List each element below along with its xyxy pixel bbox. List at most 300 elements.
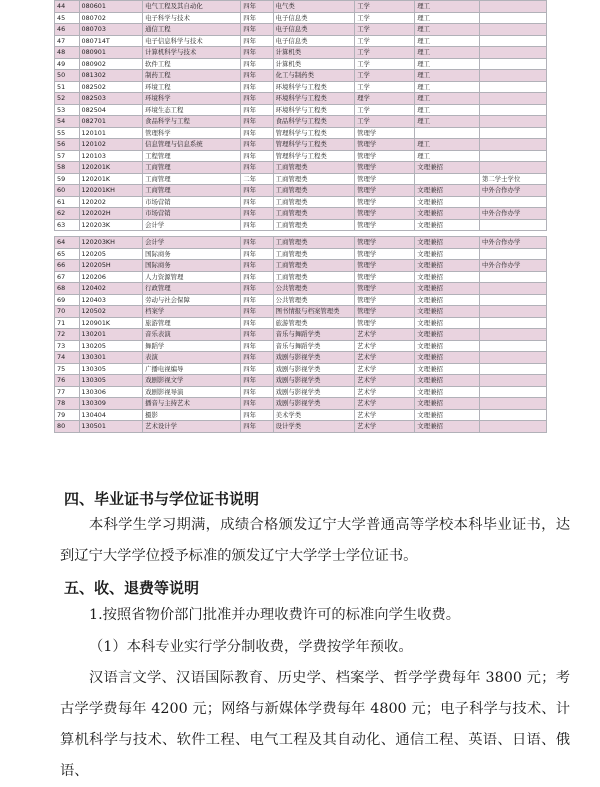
subject-type: 文理兼招 [415,237,480,249]
remark [480,352,547,364]
duration: 四年 [241,127,273,139]
row-number: 44 [55,1,80,13]
degree-category: 工学 [355,70,415,82]
duration: 四年 [241,35,273,47]
degree-category: 艺术学 [355,363,415,375]
remark: 第二学士学位 [480,173,547,185]
degree-category: 工学 [355,81,415,93]
row-number: 78 [55,398,80,410]
table-row [55,47,547,59]
degree-category: 工学 [355,104,415,116]
remark [480,116,547,128]
subject-type: 理工 [415,93,480,105]
subject-type [415,127,480,139]
row-number: 63 [55,219,80,231]
major-class: 工商管理类 [273,185,354,197]
subject-type: 理工 [415,47,480,59]
duration: 四年 [241,162,273,174]
subject-type: 理工 [415,1,480,13]
degree-category: 艺术学 [355,409,415,421]
table-row [55,127,547,139]
remark [480,93,547,105]
major-code: 120202H [79,208,143,220]
major-class: 工商管理类 [273,208,354,220]
duration: 四年 [241,306,273,318]
major-name: 音乐表演 [143,329,241,341]
table-row [55,162,547,174]
duration: 四年 [241,398,273,410]
remark [480,24,547,36]
major-class: 戏剧与影视学类 [273,398,354,410]
degree-category: 管理学 [355,260,415,272]
major-code: 081302 [79,70,143,82]
degree-category: 工学 [355,12,415,24]
major-class: 工商管理类 [273,219,354,231]
major-code: 080901 [79,47,143,59]
section-4-heading: 四、毕业证书与学位证书说明 [64,490,260,508]
row-number: 76 [55,375,80,387]
table-row [55,409,547,421]
degree-category: 管理学 [355,317,415,329]
table-row [55,81,547,93]
table-row [55,150,547,162]
remark [480,386,547,398]
major-class: 环境科学与工程类 [273,104,354,116]
major-class: 工商管理类 [273,248,354,260]
major-code: 120202 [79,196,143,208]
major-class: 工商管理类 [273,271,354,283]
major-name: 电子科学与技术 [143,12,241,24]
subject-type: 文理兼招 [415,162,480,174]
major-code: 120103 [79,150,143,162]
subject-type: 文理兼招 [415,219,480,231]
table-row [55,260,547,272]
table-row [55,306,547,318]
table-row [55,35,547,47]
table-row [55,12,547,24]
subject-type: 理工 [415,58,480,70]
major-code: 080714T [79,35,143,47]
major-name: 人力资源管理 [143,271,241,283]
major-code: 130201 [79,329,143,341]
row-number: 80 [55,421,80,433]
duration: 四年 [241,70,273,82]
table-row [55,329,547,341]
major-name: 艺术设计学 [143,421,241,433]
duration: 四年 [241,104,273,116]
remark [480,127,547,139]
major-name: 信息管理与信息系统 [143,139,241,151]
row-number: 62 [55,208,80,220]
major-code: 120502 [79,306,143,318]
degree-category: 管理学 [355,196,415,208]
subject-type: 理工 [415,12,480,24]
table-row [55,294,547,306]
major-name: 国际商务 [143,260,241,272]
degree-category: 管理学 [355,185,415,197]
major-class: 戏剧与影视学类 [273,375,354,387]
table-row [55,375,547,387]
duration: 四年 [241,317,273,329]
remark [480,162,547,174]
degree-category: 艺术学 [355,340,415,352]
remark [480,196,547,208]
subject-type: 理工 [415,81,480,93]
degree-category: 管理学 [355,248,415,260]
degree-category: 管理学 [355,237,415,249]
major-name: 市场营销 [143,196,241,208]
row-number: 47 [55,35,80,47]
duration: 四年 [241,12,273,24]
row-number: 74 [55,352,80,364]
major-name: 管理科学 [143,127,241,139]
major-name: 会计学 [143,237,241,249]
major-class: 管理科学与工程类 [273,127,354,139]
row-number: 79 [55,409,80,421]
major-code: 130205 [79,340,143,352]
duration: 四年 [241,294,273,306]
remark [480,271,547,283]
degree-category: 艺术学 [355,386,415,398]
major-name: 通信工程 [143,24,241,36]
major-class: 化工与制药类 [273,70,354,82]
table-row [55,104,547,116]
remark [480,1,547,13]
row-number: 69 [55,294,80,306]
major-class: 戏剧与影视学类 [273,363,354,375]
subject-type: 文理兼招 [415,398,480,410]
degree-category: 管理学 [355,127,415,139]
major-name: 舞蹈学 [143,340,241,352]
major-class: 工商管理类 [273,260,354,272]
major-code: 080702 [79,12,143,24]
major-name: 工商管理 [143,162,241,174]
major-class: 工商管理类 [273,237,354,249]
subject-type: 文理兼招 [415,208,480,220]
major-name: 环境工程 [143,81,241,93]
remark [480,375,547,387]
table-row [55,173,547,185]
major-code: 120402 [79,283,143,295]
table-row [55,116,547,128]
degree-category: 管理学 [355,219,415,231]
duration: 四年 [241,409,273,421]
major-name: 戏剧影视文学 [143,375,241,387]
major-code: 120403 [79,294,143,306]
degree-category: 管理学 [355,139,415,151]
subject-type: 文理兼招 [415,421,480,433]
subject-type: 文理兼招 [415,196,480,208]
duration: 四年 [241,329,273,341]
row-number: 71 [55,317,80,329]
degree-category: 管理学 [355,208,415,220]
remark [480,139,547,151]
remark: 中外合作办学 [480,260,547,272]
major-name: 旅游管理 [143,317,241,329]
degree-category: 工学 [355,116,415,128]
row-number: 48 [55,47,80,59]
duration: 四年 [241,352,273,364]
duration: 四年 [241,1,273,13]
subject-type: 文理兼招 [415,260,480,272]
subject-type: 理工 [415,70,480,82]
row-number: 66 [55,260,80,272]
duration: 二年 [241,173,273,185]
major-class: 电子信息类 [273,35,354,47]
degree-category: 艺术学 [355,375,415,387]
major-name: 食品科学与工程 [143,116,241,128]
degree-category: 管理学 [355,306,415,318]
row-number: 77 [55,386,80,398]
major-class: 工商管理类 [273,162,354,174]
degree-category: 艺术学 [355,398,415,410]
duration: 四年 [241,208,273,220]
row-number: 75 [55,363,80,375]
duration: 四年 [241,375,273,387]
major-class: 公共管理类 [273,283,354,295]
duration: 四年 [241,248,273,260]
subject-type: 理工 [415,104,480,116]
remark [480,329,547,341]
row-number: 70 [55,306,80,318]
major-code: 120101 [79,127,143,139]
subject-type: 文理兼招 [415,306,480,318]
remark [480,363,547,375]
duration: 四年 [241,340,273,352]
subject-type: 理工 [415,24,480,36]
table-row [55,219,547,231]
major-class: 戏剧与影视学类 [273,386,354,398]
degree-category: 理学 [355,93,415,105]
remark [480,409,547,421]
table-row [55,283,547,295]
subject-type: 理工 [415,35,480,47]
degree-category: 管理学 [355,150,415,162]
row-number: 67 [55,271,80,283]
major-class: 电气类 [273,1,354,13]
major-code: 080902 [79,58,143,70]
major-class: 戏剧与影视学类 [273,352,354,364]
row-number: 57 [55,150,80,162]
remark [480,294,547,306]
row-number: 50 [55,70,80,82]
remark: 中外合作办学 [480,185,547,197]
subject-type: 文理兼招 [415,271,480,283]
major-code: 080703 [79,24,143,36]
duration: 四年 [241,386,273,398]
duration: 四年 [241,150,273,162]
remark [480,340,547,352]
duration: 四年 [241,93,273,105]
major-code: 120205H [79,260,143,272]
major-class: 旅游管理类 [273,317,354,329]
major-class: 公共管理类 [273,294,354,306]
fee-paragraph: 汉语言文学、汉语国际教育、历史学、档案学、哲学学费每年 3800 元；考古学学费每年 4200 元；网络与新媒体学费每年 4800 元；电子科学与技术、计算机科学与技术、软件工程、电气工程及其自动化、通信工程、英语、日语、俄语、 [60,670,570,779]
major-class: 食品科学与工程类 [273,116,354,128]
remark [480,12,547,24]
duration: 四年 [241,185,273,197]
table-row [55,196,547,208]
major-code: 120201KH [79,185,143,197]
remark [480,81,547,93]
degree-category: 艺术学 [355,352,415,364]
subject-type: 文理兼招 [415,386,480,398]
row-number: 46 [55,24,80,36]
degree-category: 管理学 [355,283,415,295]
major-name: 工商管理 [143,185,241,197]
major-name: 劳动与社会保障 [143,294,241,306]
remark [480,104,547,116]
major-class: 设计学类 [273,421,354,433]
row-number: 68 [55,283,80,295]
major-class: 电子信息类 [273,12,354,24]
table-row [55,271,547,283]
major-name: 软件工程 [143,58,241,70]
fee-item-2: （1）本科专业实行学分制收费，学费按学年预收。 [89,639,413,655]
table-row [55,248,547,260]
degree-category: 工学 [355,58,415,70]
remark [480,248,547,260]
duration: 四年 [241,260,273,272]
subject-type: 文理兼招 [415,283,480,295]
degree-category: 工学 [355,1,415,13]
remark [480,398,547,410]
table-row [55,398,547,410]
major-code: 120203K [79,219,143,231]
row-number: 60 [55,185,80,197]
row-number: 56 [55,139,80,151]
row-number: 64 [55,237,80,249]
subject-type: 文理兼招 [415,363,480,375]
row-number: 51 [55,81,80,93]
major-code: 130305 [79,363,143,375]
major-class: 图书情报与档案管理类 [273,306,354,318]
table-row [55,317,547,329]
duration: 四年 [241,271,273,283]
row-number: 58 [55,162,80,174]
major-code: 082504 [79,104,143,116]
row-number: 52 [55,93,80,105]
major-class: 管理科学与工程类 [273,139,354,151]
major-name: 工商管理 [143,173,241,185]
subject-type [415,173,480,185]
major-name: 国际商务 [143,248,241,260]
major-code: 130501 [79,421,143,433]
major-code: 120205 [79,248,143,260]
row-number: 61 [55,196,80,208]
major-class: 环境科学与工程类 [273,81,354,93]
remark [480,283,547,295]
major-name: 摄影 [143,409,241,421]
row-number: 59 [55,173,80,185]
duration: 四年 [241,47,273,59]
degree-category: 管理学 [355,162,415,174]
remark [480,150,547,162]
subject-type: 文理兼招 [415,340,480,352]
row-number: 54 [55,116,80,128]
table-row [55,139,547,151]
row-number: 55 [55,127,80,139]
subject-type: 理工 [415,116,480,128]
major-class: 计算机类 [273,47,354,59]
table-row [55,237,547,249]
major-code: 120201K [79,173,143,185]
table-row [55,421,547,433]
subject-type: 理工 [415,150,480,162]
major-code: 120206 [79,271,143,283]
major-code: 130301 [79,352,143,364]
degree-category: 艺术学 [355,329,415,341]
table-row [55,352,547,364]
subject-type: 文理兼招 [415,352,480,364]
remark [480,317,547,329]
subject-type: 文理兼招 [415,329,480,341]
degree-category: 管理学 [355,271,415,283]
duration: 四年 [241,81,273,93]
major-code: 082503 [79,93,143,105]
table-row [55,70,547,82]
major-name: 计算机科学与技术 [143,47,241,59]
duration: 四年 [241,116,273,128]
major-name: 工程管理 [143,150,241,162]
major-class: 音乐与舞蹈学类 [273,340,354,352]
degree-category: 艺术学 [355,421,415,433]
duration: 四年 [241,363,273,375]
degree-category: 工学 [355,47,415,59]
table-row [55,93,547,105]
major-class: 管理科学与工程类 [273,150,354,162]
subject-type: 文理兼招 [415,409,480,421]
row-number: 49 [55,58,80,70]
subject-type: 理工 [415,139,480,151]
major-class: 电子信息类 [273,24,354,36]
major-class: 音乐与舞蹈学类 [273,329,354,341]
duration: 四年 [241,139,273,151]
subject-type: 文理兼招 [415,375,480,387]
degree-category: 工学 [355,35,415,47]
table-row [55,58,547,70]
table-row [55,363,547,375]
major-code: 120201K [79,162,143,174]
degree-category: 工学 [355,24,415,36]
remark [480,421,547,433]
major-code: 082701 [79,116,143,128]
remark [480,219,547,231]
major-class: 环境科学与工程类 [273,93,354,105]
subject-type: 文理兼招 [415,248,480,260]
major-code: 130309 [79,398,143,410]
table-row [55,340,547,352]
section-5-heading: 五、收、退费等说明 [64,579,200,597]
major-code: 080601 [79,1,143,13]
major-code: 130306 [79,386,143,398]
degree-category: 管理学 [355,173,415,185]
major-name: 市场营销 [143,208,241,220]
table-row [55,1,547,13]
remark [480,306,547,318]
major-class: 工商管理类 [273,196,354,208]
duration: 四年 [241,58,273,70]
fee-item-1: 1.按照省物价部门批准并办理收费许可的标准向学生收费。 [89,607,461,623]
duration: 四年 [241,24,273,36]
major-name: 环境生态工程 [143,104,241,116]
major-name: 播音与主持艺术 [143,398,241,410]
row-number: 73 [55,340,80,352]
row-number: 65 [55,248,80,260]
row-number: 53 [55,104,80,116]
row-number: 45 [55,12,80,24]
subject-type: 文理兼招 [415,294,480,306]
